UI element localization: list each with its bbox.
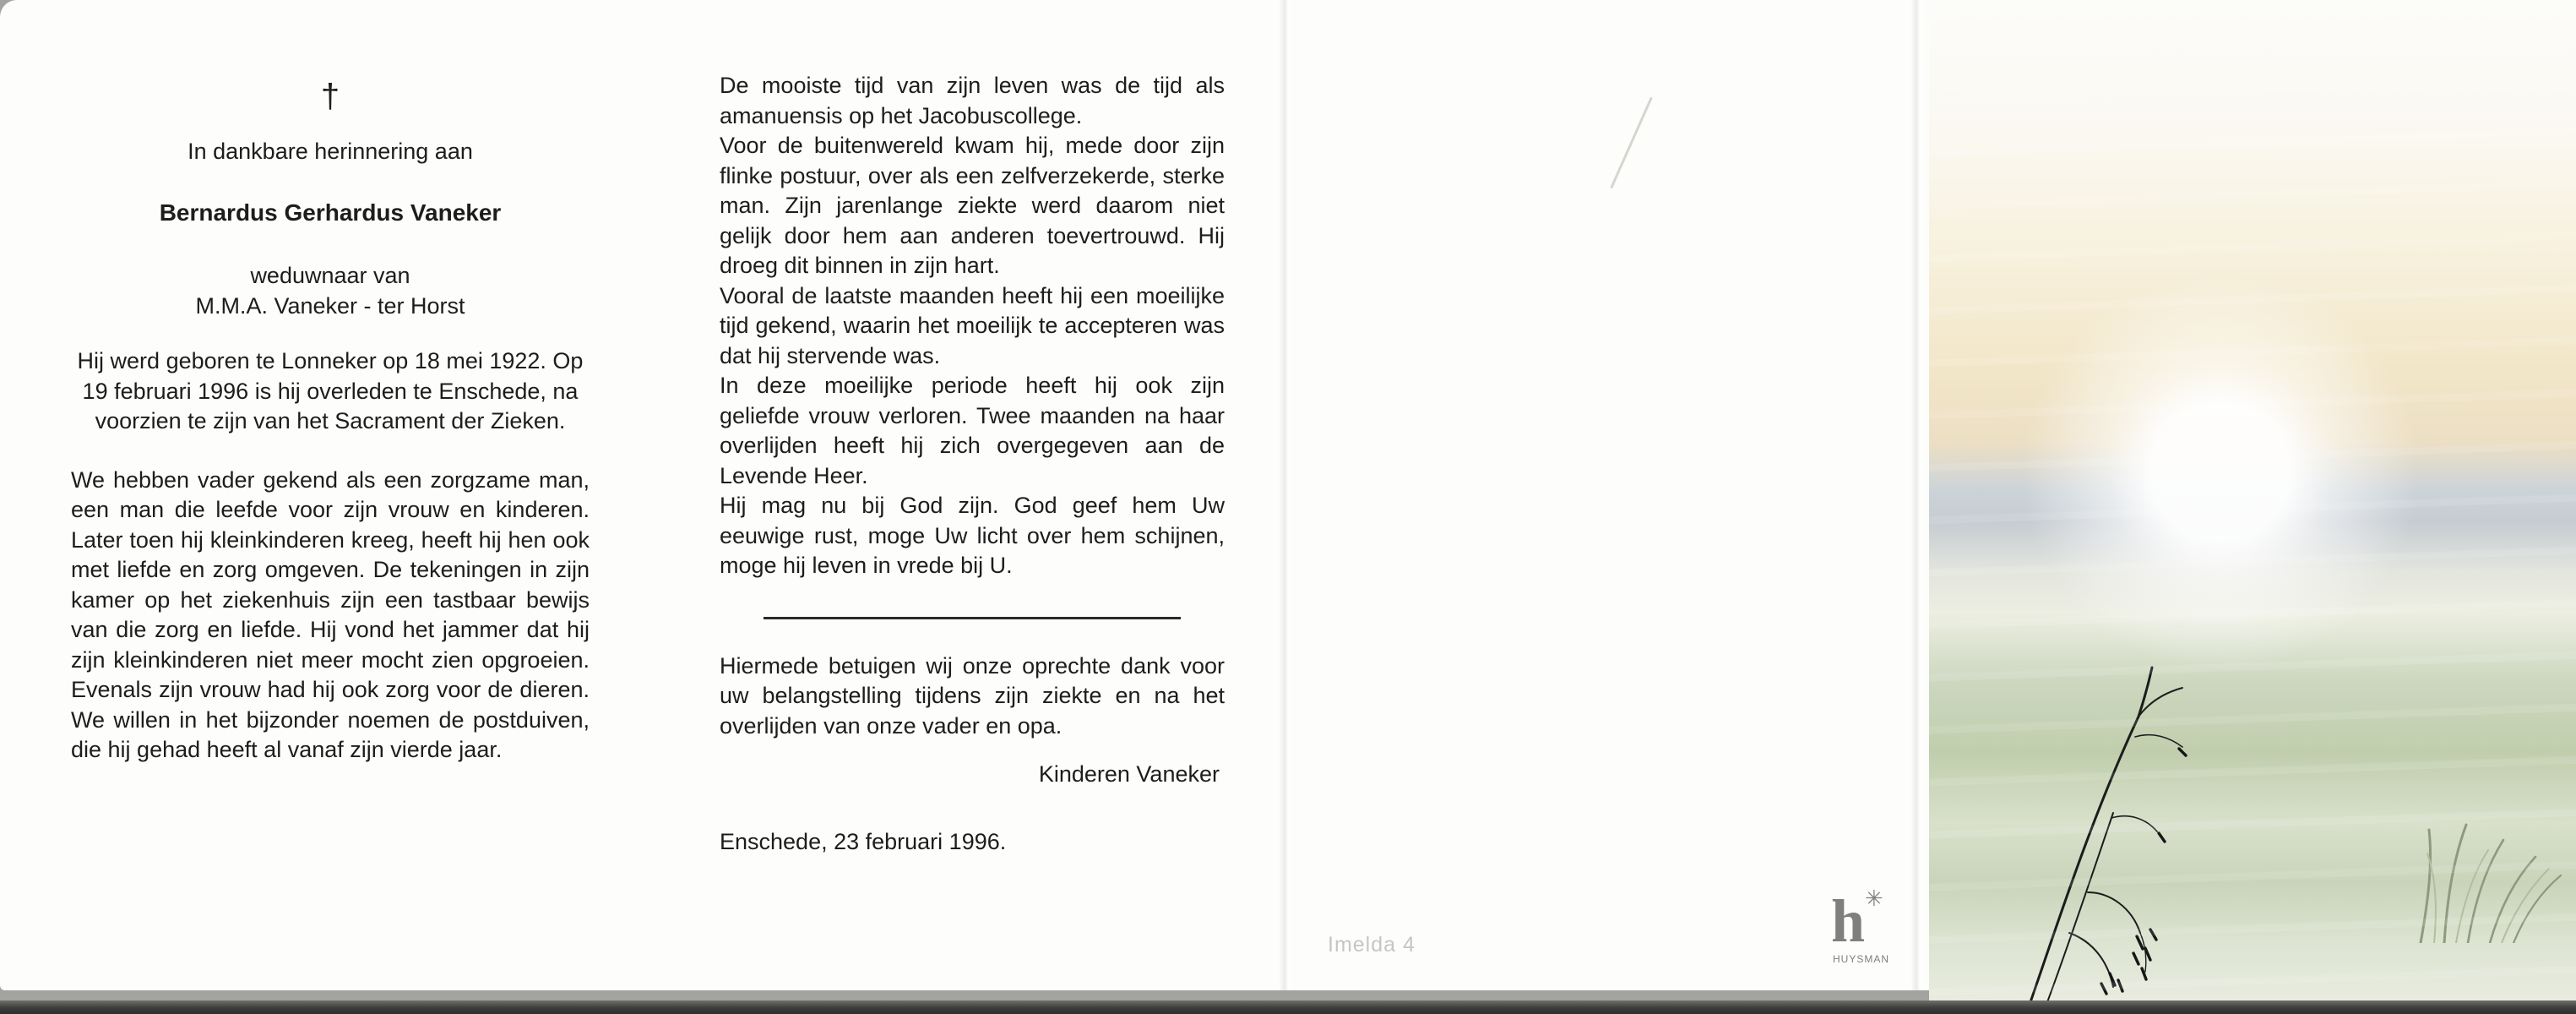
thanks-paragraph: Hiermede betuigen wij onze oprechte dank voor uw belangstelling tijdens zijn ziekte en na het overlijden van onze vader en opa.: [720, 652, 1225, 739]
branch-sketch-icon: [2010, 639, 2223, 1002]
printer-logo-icon: h: [1831, 887, 1866, 955]
grass-sketch-icon: [2395, 786, 2569, 943]
memorial-paragraph: Voor de buitenwereld kwam hij, mede door zijn flinke postuur, over als een zelfverzekerde, sterke man. Zijn jarenlange ziekte werd daarom niet gelijk door hem aan anderen toevertrouwd. Hij droeg dit binnen in zijn hart.: [720, 133, 1225, 278]
deceased-name: Bernardus Gerhardus Vaneker: [159, 199, 502, 226]
birth-death-paragraph: Hij werd geboren te Lonneker op 18 mei 1922. Op 19 februari 1996 is hij overleden te Enschede, na voorzien te zijn van het Sacrament der Zieken.: [77, 348, 584, 433]
printer-logo: [1831, 886, 1890, 972]
card-fold-left: [1279, 0, 1294, 990]
widower-line: weduwnaar van: [250, 263, 410, 288]
remembrance-intro: In dankbare herinnering aan: [187, 139, 473, 164]
memorial-text-column-1: [71, 78, 590, 766]
spouse-name: M.M.A. Vaneker - ter Horst: [195, 292, 465, 319]
card-fold-right: [1910, 0, 1926, 990]
cross-icon: †: [320, 78, 340, 115]
sun-symbol-icon: ✳: [1865, 886, 1883, 911]
divider-line: [764, 617, 1181, 619]
memorial-paragraph: Hij mag nu bij God zijn. God geef hem Uw eeuwige rust, moge Uw licht over hem schijnen, moge hij leven in vrede bij U.: [720, 493, 1225, 578]
watercolor-cover-art: [1929, 0, 2576, 1004]
series-watermark: Imelda 4: [1328, 933, 1416, 957]
place-date-line: Enschede, 23 februari 1996.: [720, 828, 1007, 854]
life-paragraph: We hebben vader gekend als een zorgzame man, een man die leefde voor zijn vrouw en kinderen. Later toen hij kleinkinderen kreeg, heeft hij hen ook met liefde en zorg omgeven. De tekeningen in zijn kamer op het ziekenhuis zijn een tastbaar bewijs van die zorg en liefde. Hij vond het jammer dat hij zijn kleinkinderen niet meer mocht zien opgroeien. Evenals zijn vrouw had hij ook zorg voor de dieren. We willen in het bijzonder noemen de postduiven, die hij gehad heeft al vanaf zijn vierde jaar.: [71, 466, 590, 762]
memorial-paragraph: Vooral de laatste maanden heeft hij een moeilijke tijd gekend, waarin het moeilijk te accepteren was dat hij stervende was.: [720, 282, 1225, 368]
memorial-paragraph: In deze moeilijke periode heeft hij ook zijn geliefde vrouw verloren. Twee maanden na haar overlijden heeft hij zich overgegeven aan de Levende Heer.: [720, 373, 1225, 488]
memorial-paragraph: De mooiste tijd van zijn leven was de tijd als amanuensis op het Jacobuscollege.: [720, 73, 1225, 128]
printer-name: HUYSMAN: [1833, 953, 1890, 965]
family-signature: Kinderen Vaneker: [1038, 761, 1220, 787]
scan-edge: [0, 1000, 2576, 1014]
memorial-text-column-2: [720, 71, 1225, 857]
